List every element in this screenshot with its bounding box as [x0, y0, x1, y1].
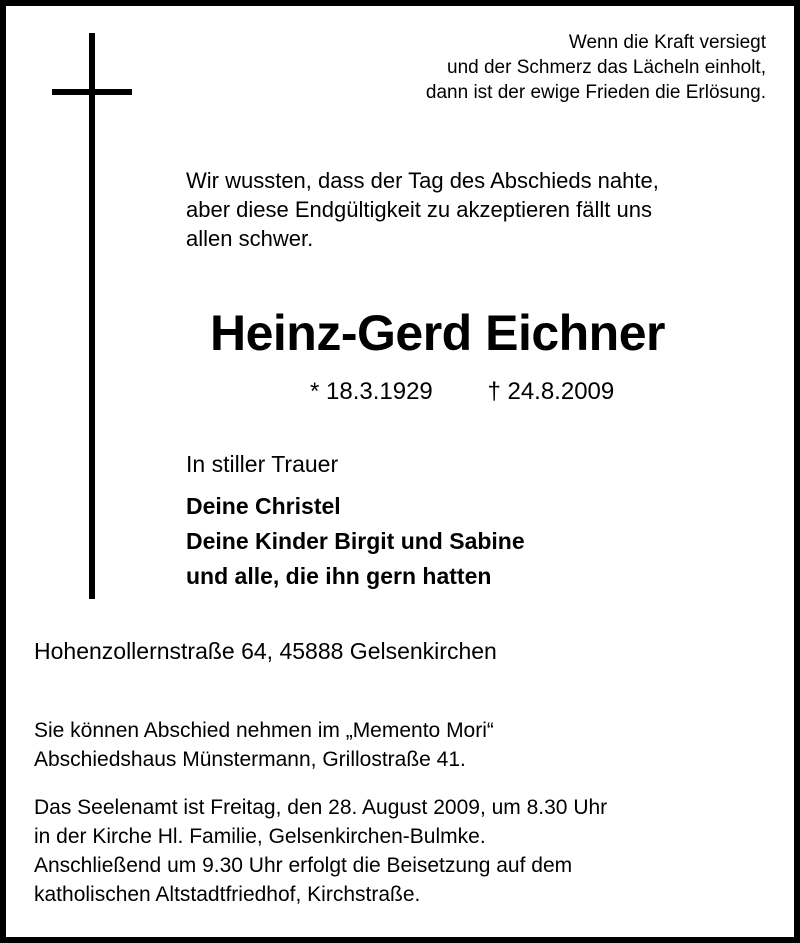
- service-line: in der Kirche Hl. Familie, Gelsenkirchen-Bulmke.: [34, 825, 486, 848]
- motto-line: und der Schmerz das Lächeln einholt,: [447, 57, 766, 78]
- service-info: [34, 793, 607, 909]
- cross-icon-vertical: [89, 33, 95, 599]
- mourner-line: Deine Kinder Birgit und Sabine: [186, 528, 525, 554]
- life-dates: [310, 376, 614, 408]
- farewell-line: Abschiedshaus Münstermann, Grillostraße 41.: [34, 748, 466, 771]
- mourning-label: In stiller Trauer: [186, 451, 339, 477]
- intro-line: allen schwer.: [186, 226, 314, 251]
- mourner-line: Deine Christel: [186, 493, 341, 519]
- cross-icon-horizontal: [52, 89, 132, 95]
- service-line: katholischen Altstadtfriedhof, Kirchstraße.: [34, 883, 421, 906]
- intro-line: aber diese Endgültigkeit zu akzeptieren fällt uns: [186, 197, 652, 222]
- motto-line: dann ist der ewige Frieden die Erlösung.: [425, 82, 766, 103]
- birth-date: * 18.3.1929: [310, 378, 433, 405]
- deceased-name: Heinz-Gerd Eichner: [210, 305, 665, 361]
- motto-verse: [306, 30, 766, 105]
- service-line: Das Seelenamt ist Freitag, den 28. August 2009, um 8.30 Uhr: [34, 796, 608, 819]
- intro-line: Wir wussten, dass der Tag des Abschieds nahte,: [186, 168, 659, 193]
- death-date: † 24.8.2009: [487, 378, 615, 405]
- motto-line: Wenn die Kraft versiegt: [568, 32, 766, 53]
- mourner-line: und alle, die ihn gern hatten: [186, 563, 492, 589]
- address: Hohenzollernstraße 64, 45888 Gelsenkirchen: [34, 638, 497, 664]
- farewell-line: Sie können Abschied nehmen im „Memento Mori“: [34, 719, 494, 742]
- service-line: Anschließend um 9.30 Uhr erfolgt die Beisetzung auf dem: [34, 854, 573, 877]
- farewell-info: [34, 716, 494, 774]
- intro-text: [186, 166, 766, 253]
- mourners-list: [186, 489, 525, 594]
